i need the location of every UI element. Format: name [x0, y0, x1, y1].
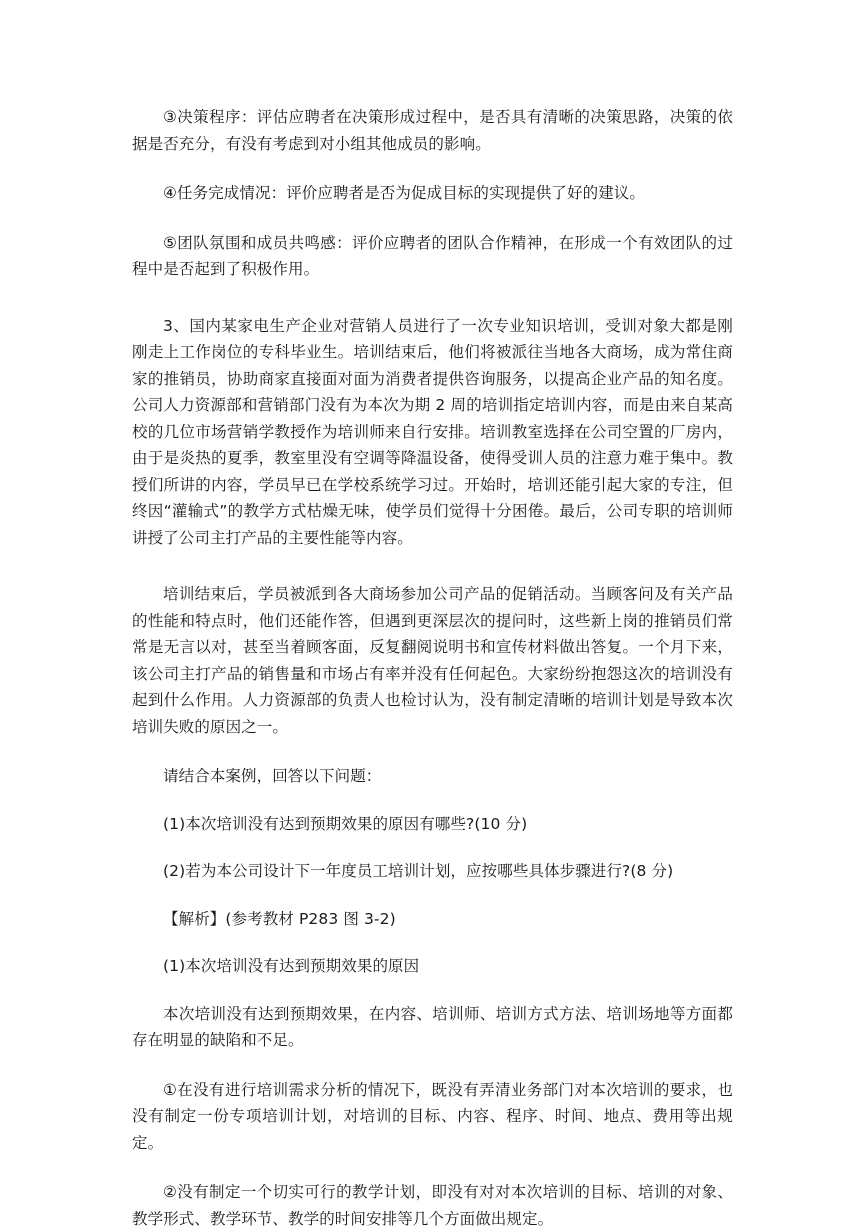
paragraph-team-atmosphere: ⑤团队氛围和成员共鸣感：评价应聘者的团队合作精神，在形成一个有效团队的过程中是否起到了积极作用。 — [132, 233, 733, 278]
paragraph-question-prompt: 请结合本案例，回答以下问题： — [163, 767, 382, 785]
paragraph-task-completion: ④任务完成情况：评价应聘者是否为促成目标的实现提供了好的建议。 — [163, 184, 645, 202]
paragraph-answer-1-point-2: ②没有制定一个切实可行的教学计划，即没有对对本次培训的目标、培训的对象、教学形式、教学环节、教学的时间安排等几个方面做出规定。 — [132, 1183, 733, 1228]
paragraph-question-1: (1)本次培训没有达到预期效果的原因有哪些?(10 分) — [163, 814, 528, 833]
paragraph-answer-1-heading: (1)本次培训没有达到预期效果的原因 — [163, 957, 420, 975]
paragraph-question-2: (2)若为本公司设计下一年度员工培训计划，应按哪些具体步骤进行?(8 分) — [163, 862, 674, 880]
paragraph-decision-procedure: ③决策程序：评估应聘者在决策形成过程中，是否具有清晰的决策思路，决策的依据是否充分，有没有考虑到对小组其他成员的影响。 — [132, 108, 733, 153]
paragraph-answer-1-point-1: ①在没有进行培训需求分析的情况下，既没有弄清业务部门对本次培训的要求，也没有制定一份专项培训计划，对培训的目标、内容、程序、时间、地点、费用等出规定。 — [132, 1080, 733, 1152]
paragraph-analysis-heading: 【解析】(参考教材 P283 图 3-2) — [163, 909, 396, 928]
paragraph-answer-1-summary: 本次培训没有达到预期效果，在内容、培训师、培训方式方法、培训场地等方面都存在明显的缺陷和不足。 — [132, 1004, 733, 1049]
paragraph-after-training: 培训结束后，学员被派到各大商场参加公司产品的促销活动。当顾客问及有关产品的性能和特点时，他们还能作答，但遇到更深层次的提问时，这些新上岗的推销员们常常是无言以对，甚至当着顾客面，反复翻阅说明书和宣传材料做出答复。一个月下来，该公司主打产品的销售量和市场占有率并没有任何起色。大家纷纷抱怨这次的培训没有起到什么作用。人力资源部的负责人也检讨认为，没有制定清晰的培训计划是导致本次培训失败的原因之一。 — [132, 585, 733, 736]
paragraph-case-3: 3、国内某家电生产企业对营销人员进行了一次专业知识培训，受训对象大都是刚刚走上工作岗位的专科毕业生。培训结束后，他们将被派往当地各大商场，成为常住商家的推销员，协助商家直接面对面为消费者提供咨询服务，以提高企业产品的知名度。公司人力资源部和营销部门没有为本次为期 2 周的培训指定培训内容，而是由来自某高校的几位市场营销学教授作为培训师来自行安排。培训教室选择在公司空置的厂房内，由于是炎热的夏季，教室里没有空调等降温设备，使得受训人员的注意力难于集中。教授们所讲的内容，学员早已在学校系统学习过。开始时，培训还能引起大家的专注，但终因“灌输式”的教学方式枯燥无味，使学员们觉得十分困倦。最后，公司专职的培训师讲授了公司主打产品的主要性能等内容。 — [132, 316, 733, 547]
